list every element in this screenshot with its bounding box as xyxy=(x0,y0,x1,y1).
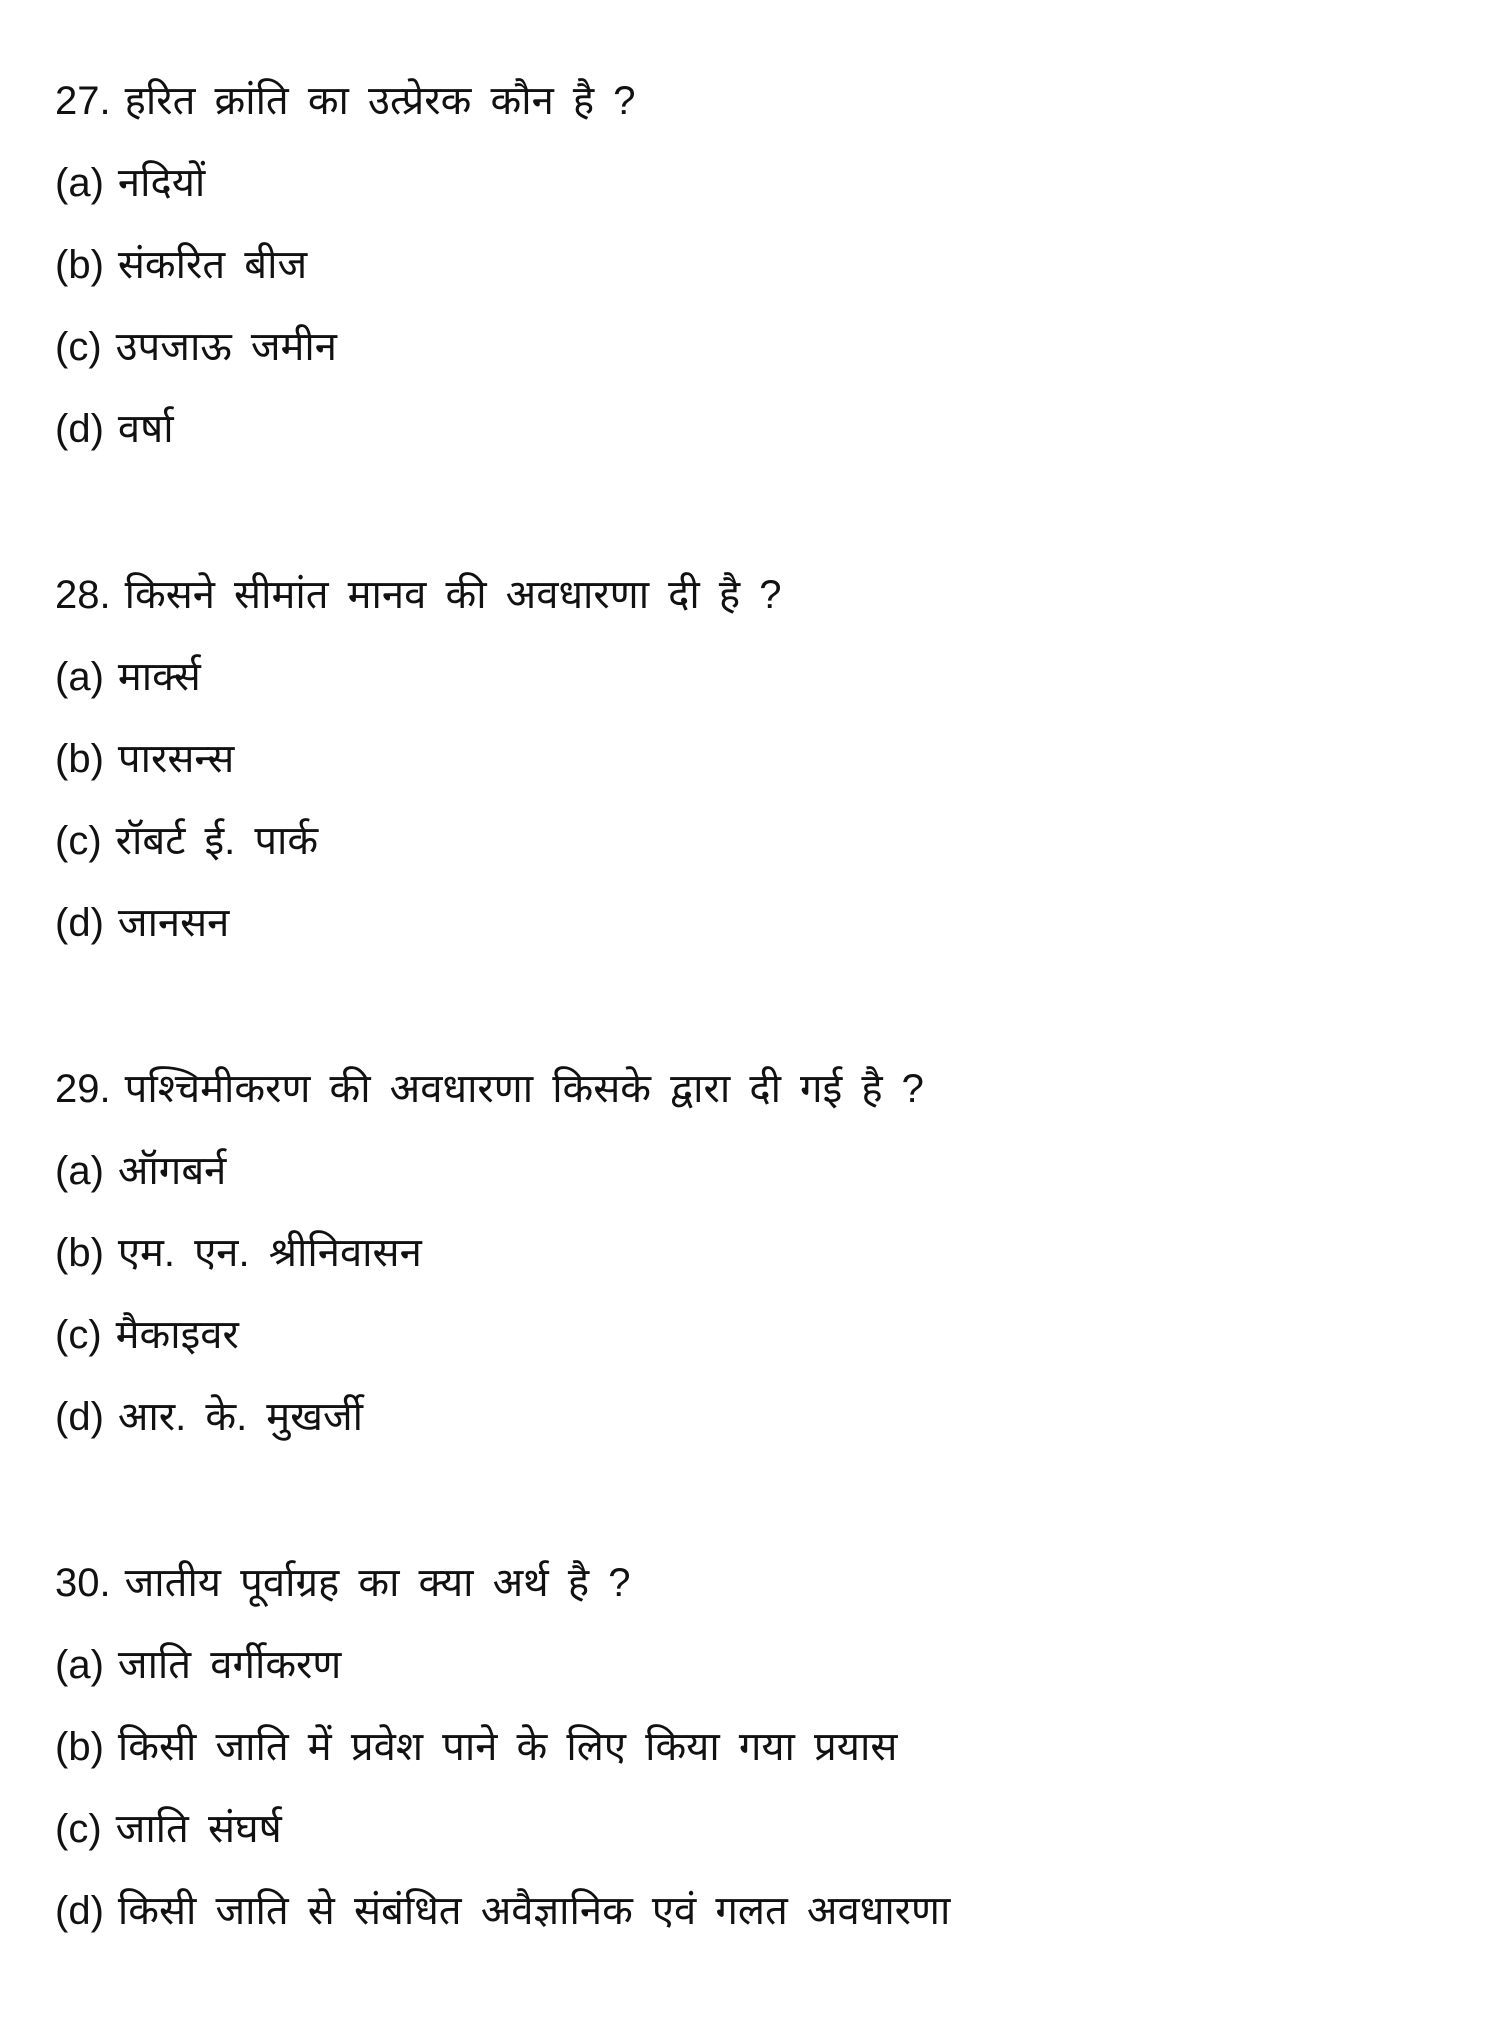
option-label: (a) xyxy=(55,1643,104,1687)
option-text: किसी जाति में प्रवेश पाने के लिए किया गया प्रयास xyxy=(117,1725,898,1769)
option-text: जाति वर्गीकरण xyxy=(117,1643,342,1687)
option-label: (b) xyxy=(55,737,104,781)
option-label: (d) xyxy=(55,1889,104,1933)
option-label: (d) xyxy=(55,1395,104,1439)
option-label: (c) xyxy=(55,819,102,863)
option-a xyxy=(55,1130,950,1212)
option-text: मैकाइवर xyxy=(115,1313,239,1357)
option-a xyxy=(55,142,950,224)
option-d xyxy=(55,388,950,470)
option-text: एम. एन. श्रीनिवासन xyxy=(117,1231,422,1275)
option-b xyxy=(55,1212,950,1294)
option-c xyxy=(55,306,950,388)
option-text: वर्षा xyxy=(117,407,174,451)
option-label: (d) xyxy=(55,901,104,945)
question-stem: जातीय पूर्वाग्रह का क्या अर्थ है ? xyxy=(124,1561,631,1605)
question-number: 27. xyxy=(55,79,111,123)
question-30 xyxy=(55,1542,950,1952)
option-label: (a) xyxy=(55,1149,104,1193)
option-text: उपजाऊ जमीन xyxy=(115,325,337,369)
option-label: (c) xyxy=(55,325,102,369)
question-number: 30. xyxy=(55,1561,111,1605)
question-stem: हरित क्रांति का उत्प्रेरक कौन है ? xyxy=(124,79,636,123)
question-text xyxy=(55,1048,950,1130)
question-number: 28. xyxy=(55,573,111,617)
option-text: नदियों xyxy=(117,161,206,205)
option-a xyxy=(55,636,950,718)
question-29 xyxy=(55,1048,950,1458)
option-text: जानसन xyxy=(117,901,230,945)
option-text: आर. के. मुखर्जी xyxy=(117,1395,363,1439)
question-text xyxy=(55,1542,950,1624)
option-b xyxy=(55,1706,950,1788)
option-text: किसी जाति से संबंधित अवैज्ञानिक एवं गलत अवधारणा xyxy=(117,1889,951,1933)
option-label: (c) xyxy=(55,1313,102,1357)
option-text: पारसन्स xyxy=(117,737,235,781)
option-text: मार्क्स xyxy=(117,655,201,699)
option-label: (a) xyxy=(55,655,104,699)
option-label: (c) xyxy=(55,1807,102,1851)
option-b xyxy=(55,718,950,800)
option-label: (a) xyxy=(55,161,104,205)
question-number: 29. xyxy=(55,1067,111,1111)
option-label: (b) xyxy=(55,1231,104,1275)
option-d xyxy=(55,1870,950,1952)
option-d xyxy=(55,1376,950,1458)
question-stem: किसने सीमांत मानव की अवधारणा दी है ? xyxy=(124,573,782,617)
question-27 xyxy=(55,60,950,470)
question-text xyxy=(55,554,950,636)
option-b xyxy=(55,224,950,306)
option-c xyxy=(55,1788,950,1870)
option-text: संकरित बीज xyxy=(117,243,308,287)
option-label: (b) xyxy=(55,1725,104,1769)
option-c xyxy=(55,800,950,882)
option-text: रॉबर्ट ई. पार्क xyxy=(115,819,319,863)
question-28 xyxy=(55,554,950,964)
question-text xyxy=(55,60,950,142)
option-c xyxy=(55,1294,950,1376)
option-text: ऑगबर्न xyxy=(117,1149,227,1193)
option-text: जाति संघर्ष xyxy=(115,1807,282,1851)
option-label: (b) xyxy=(55,243,104,287)
option-a xyxy=(55,1624,950,1706)
question-stem: पश्चिमीकरण की अवधारणा किसके द्वारा दी गई है ? xyxy=(124,1067,924,1111)
question-list xyxy=(55,60,950,2036)
option-label: (d) xyxy=(55,407,104,451)
option-d xyxy=(55,882,950,964)
